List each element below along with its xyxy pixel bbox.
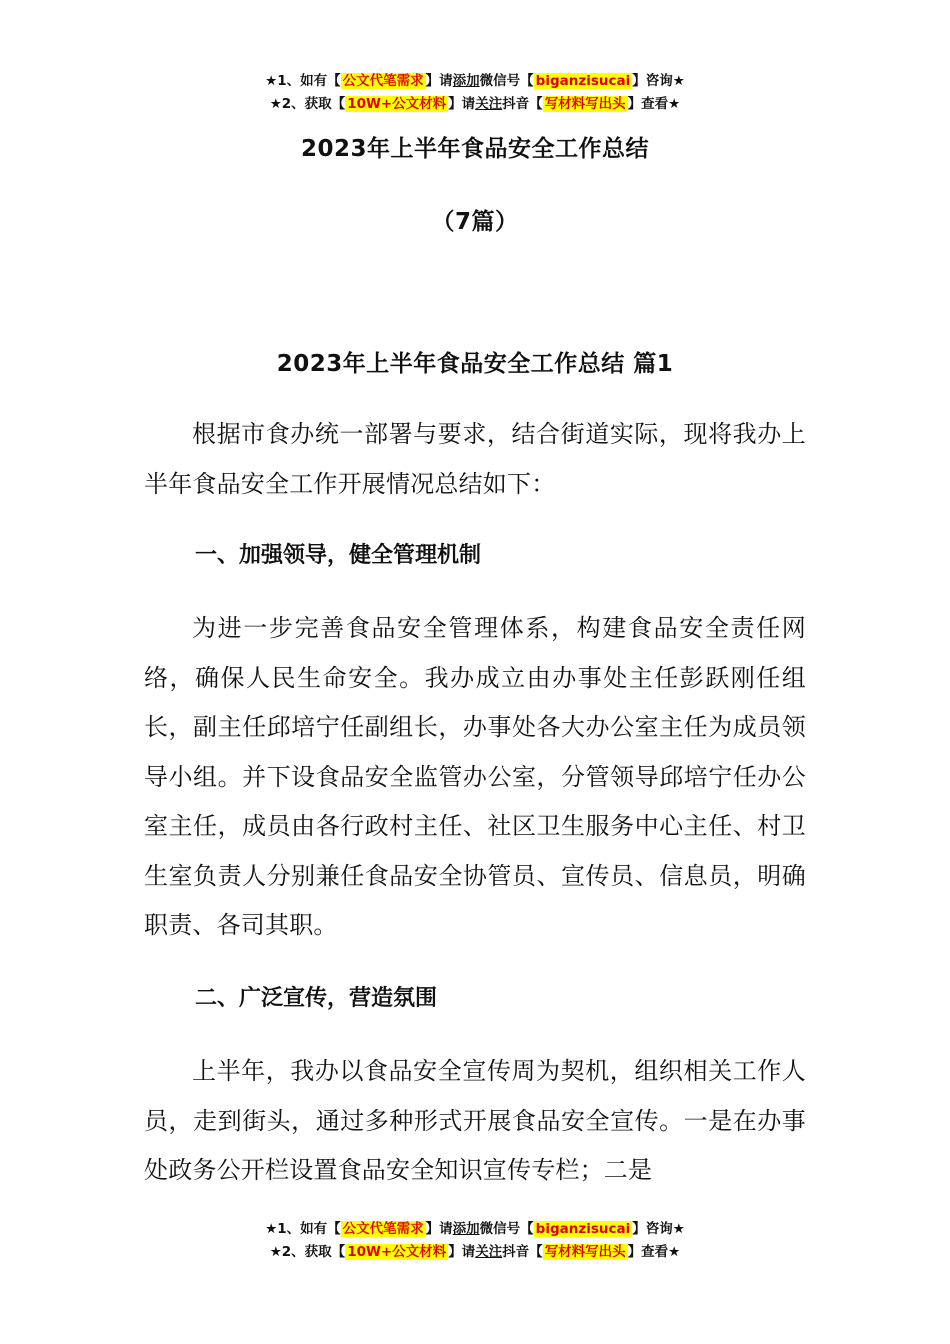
paragraph-publicity: 上半年，我办以食品安全宣传周为契机，组织相关工作人员，走到街头，通过多种形式开展食品安全宣传。一是在办事处政务公开栏设置食品安全知识宣传专栏；二是 xyxy=(144,1057,806,1184)
highlight-materials: 10W+公文材料 xyxy=(347,96,447,112)
highlight-douyin: 写材料写出头 xyxy=(544,96,626,112)
banner-line-2: ★2、获取【 10W+公文材料 】请关注抖音【 写材料写出头 】查看★ xyxy=(269,96,681,112)
heading-2-wrap xyxy=(144,984,806,1014)
document-subtitle: （7篇） xyxy=(431,209,519,235)
highlight-ghostwriting: 公文代笔需求 xyxy=(342,1221,424,1237)
highlight-ghostwriting: 公文代笔需求 xyxy=(342,73,424,89)
banner-line-1: ★1、如有【 公文代笔需求 】请添加微信号【 biganzisucai 】咨询★ xyxy=(265,1221,685,1237)
highlight-wechat-id: biganzisucai xyxy=(535,1221,631,1237)
highlight-douyin: 写材料写出头 xyxy=(544,1244,626,1260)
banner-line-2: ★2、获取【 10W+公文材料 】请关注抖音【 写材料写出头 】查看★ xyxy=(269,1244,681,1260)
paragraph-2-wrap xyxy=(144,604,806,951)
document-title: 2023年上半年食品安全工作总结 xyxy=(300,136,649,162)
banner-line-1: ★1、如有【 公文代笔需求 】请添加微信号【 biganzisucai 】咨询★ xyxy=(265,73,685,89)
paragraph-intro-wrap xyxy=(144,410,806,509)
heading-1-wrap xyxy=(144,541,806,571)
highlight-wechat-id: biganzisucai xyxy=(535,73,631,89)
paragraph-management: 为进一步完善食品安全管理体系，构建食品安全责任网络，确保人民生命安全。我办成立由办事处主任彭跃刚任组长，副主任邱培宁任副组长，办事处各大办公室主任为成员领导小组。并下设食品安全监管办公室，分管领导邱培宁任办公室主任，成员由各行政村主任、社区卫生服务中心主任、村卫生室负责人分别兼任食品安全协管员、宣传员、信息员，明确职责、各司其职。 xyxy=(144,614,806,939)
footer-banner xyxy=(0,1218,950,1264)
heading-publicity: 二、广泛宣传，营造氛围 xyxy=(195,986,438,1011)
heading-leadership: 一、加强领导，健全管理机制 xyxy=(195,543,482,568)
section-title: 2023年上半年食品安全工作总结 篇1 xyxy=(276,351,674,377)
header-banner xyxy=(0,70,950,116)
paragraph-3-wrap xyxy=(144,1047,806,1196)
highlight-materials: 10W+公文材料 xyxy=(347,1244,447,1260)
paragraph-intro: 根据市食办统一部署与要求，结合街道实际，现将我办上半年食品安全工作开展情况总结如下： xyxy=(144,420,806,498)
